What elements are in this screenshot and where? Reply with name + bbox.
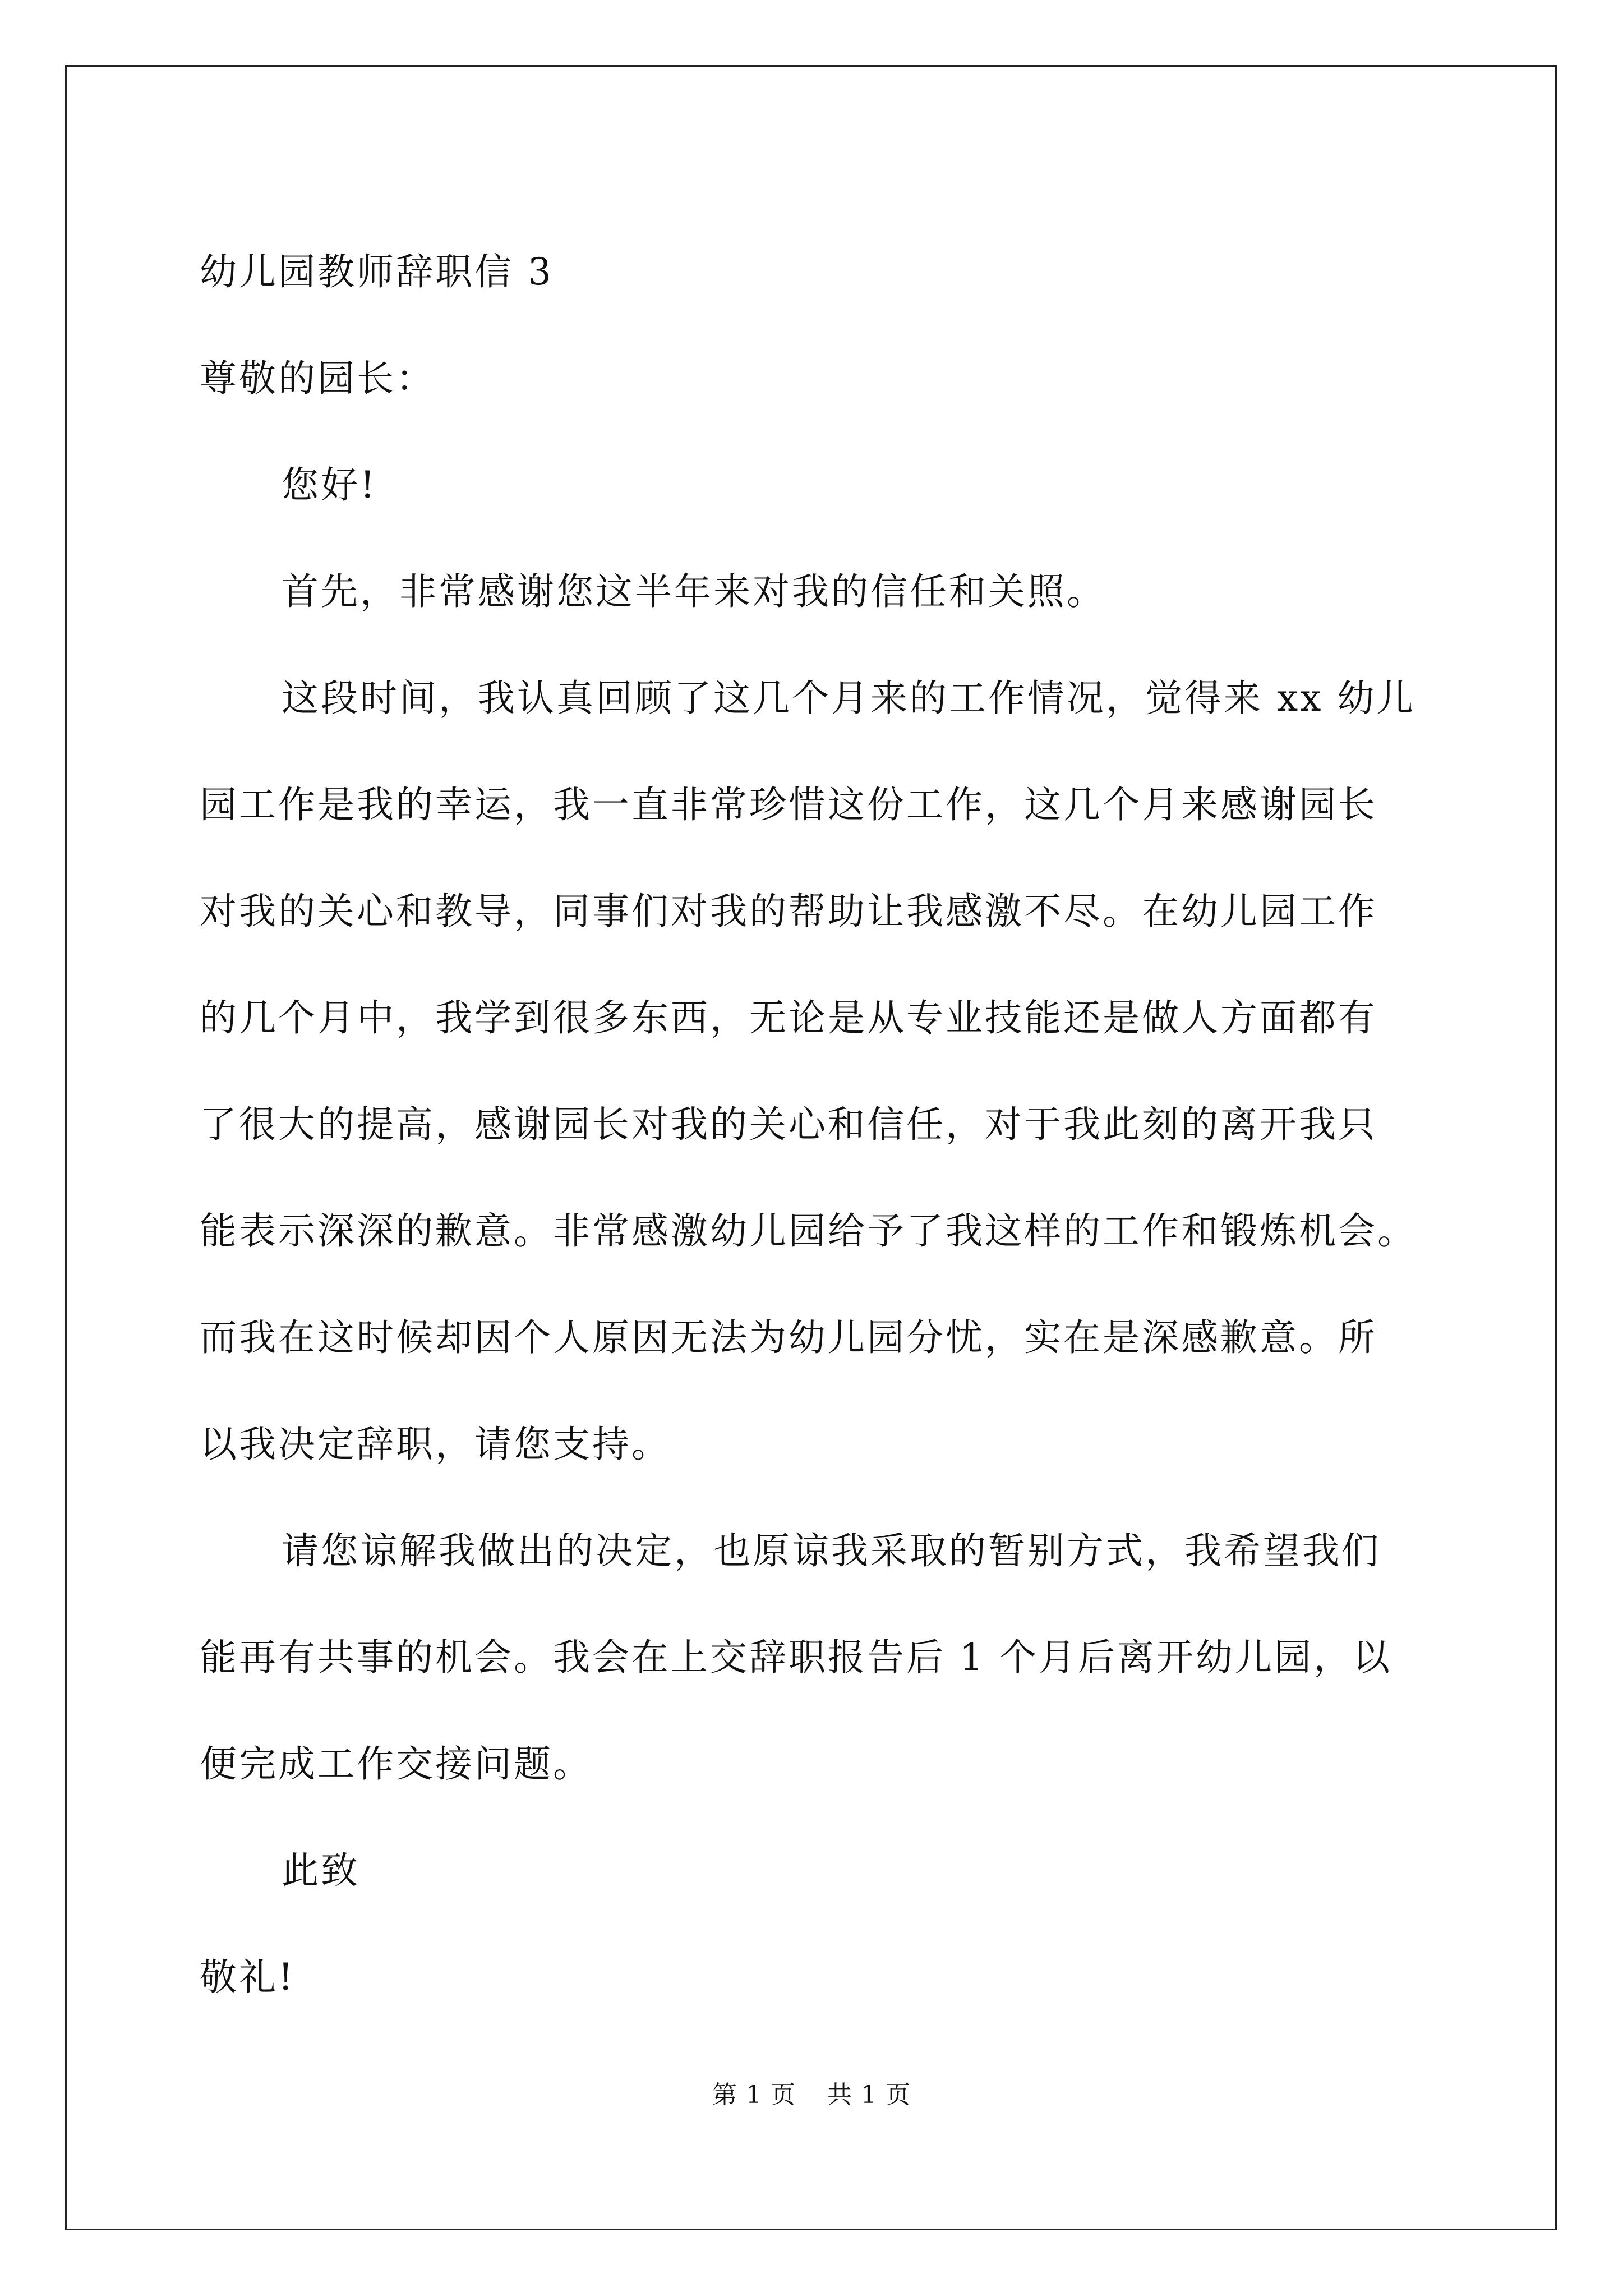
greeting: 您好!	[282, 463, 377, 507]
salutation: 尊敬的园长：	[200, 357, 435, 400]
page-number: 第 1 页	[712, 2081, 796, 2109]
paragraph-2-line: 园工作是我的幸运，我一直非常珍惜这份工作，这几个月来感谢园长	[200, 783, 1377, 826]
paragraph-3-line: 请您谅解我做出的决定，也原谅我采取的暂别方式，我希望我们	[282, 1529, 1381, 1572]
paragraph-2-line: 以我决定辞职，请您支持。	[200, 1423, 671, 1466]
paragraph-3-line: 便完成工作交接问题。	[200, 1742, 592, 1786]
paragraph-2-line: 这段时间，我认真回顾了这几个月来的工作情况，觉得来 xx 幼儿	[282, 677, 1416, 720]
paragraph-3	[200, 1498, 1439, 1818]
paragraph-2-line: 了很大的提高，感谢园长对我的关心和信任，对于我此刻的离开我只	[200, 1103, 1377, 1146]
paragraph-2-line: 能表示深深的歉意。非常感激幼儿园给予了我这样的工作和锻炼机会。	[200, 1209, 1417, 1253]
paragraph-2	[200, 645, 1439, 1498]
paragraph-3-line: 能再有共事的机会。我会在上交辞职报告后 1 个月后离开幼儿园，以	[200, 1636, 1392, 1679]
page-total: 共 1 页	[827, 2081, 911, 2109]
page-footer	[0, 2078, 1623, 2112]
letter-title: 幼儿园教师辞职信 3	[200, 250, 554, 293]
closing-line-2: 敬礼!	[200, 1955, 296, 1999]
paragraph-2-line: 而我在这时候却因个人原因无法为幼儿园分忧，实在是深感歉意。所	[200, 1316, 1377, 1359]
paragraph-1: 首先，非常感谢您这半年来对我的信任和关照。	[282, 570, 1106, 613]
closing-line-1: 此致	[282, 1849, 360, 1892]
letter-body	[200, 219, 1439, 2031]
paragraph-2-line: 对我的关心和教导，同事们对我的帮助让我感激不尽。在幼儿园工作	[200, 890, 1377, 933]
paragraph-2-line: 的几个月中，我学到很多东西，无论是从专业技能还是做人方面都有	[200, 996, 1377, 1039]
